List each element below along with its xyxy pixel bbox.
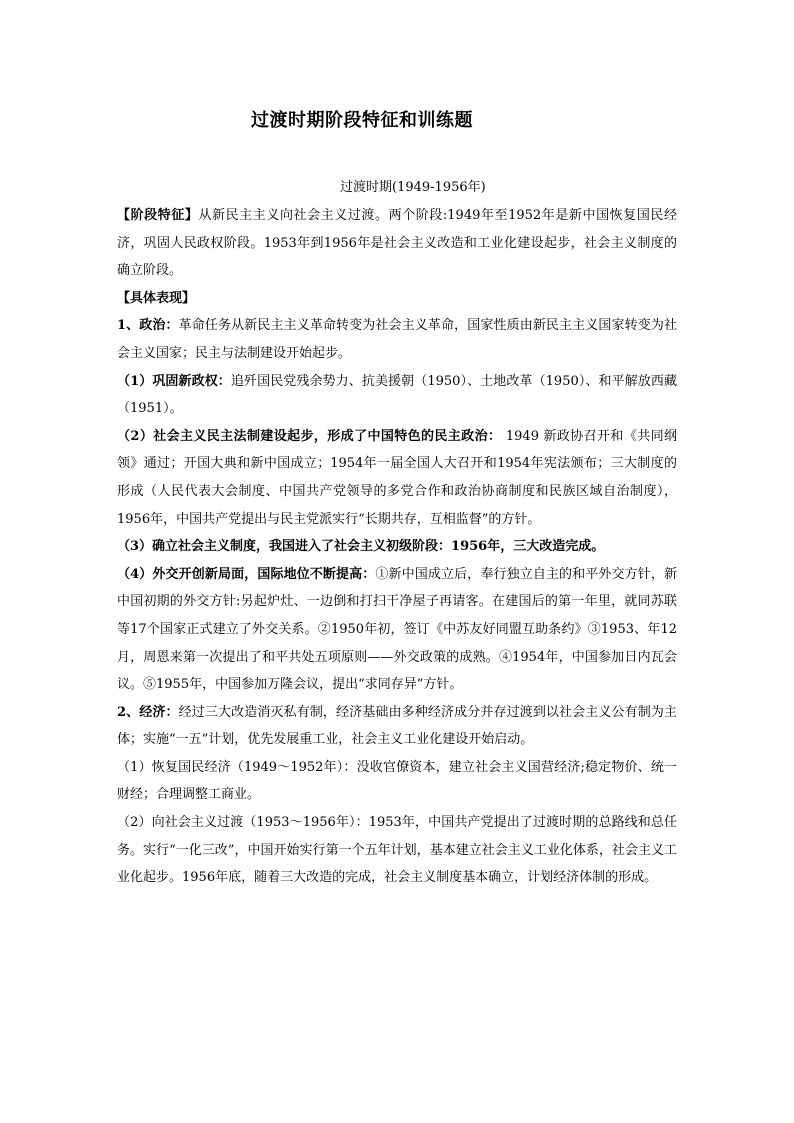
point1-text: 追歼国民党残余势力、抗美援朝（1950）、土地改革（1950）、和平解放西藏（1951）。 bbox=[117, 373, 678, 417]
economy-heading: 2、经济： bbox=[117, 704, 179, 720]
point2-paragraph bbox=[117, 423, 677, 533]
politics-paragraph bbox=[117, 312, 677, 367]
point4-heading: （4）外交开创新局面，国际地位不断提高： bbox=[117, 566, 376, 582]
point2-text: 1949 新政协召开和《共同纲领》通过；开国大典和新中国成立；1954年一届全国人大召开和1954年宪法颁布；三大制度的形成（人民代表大会制度、中国共产党领导的多党合作和政治协商制度和民族区域自治制度），1956年，中国共产党提出与民主党派实行“长期共存，互相监督”的方针。 bbox=[117, 428, 677, 527]
economy-paragraph bbox=[117, 699, 677, 754]
stage-feature-heading: 【阶段特征】 bbox=[117, 208, 199, 223]
econ2-paragraph: （2）向社会主义过渡（1953～1956年）：1953年，中国共产党提出了过渡时期的总路线和总任务。实行“一化三改”，中国开始实行第一个五年计划，基本建立社会主义工业化体系，社会主义工业化起步。1956年底，随着三大改造的完成，社会主义制度基本确立，计划经济体制的形成。 bbox=[117, 815, 677, 886]
point2-heading: （2）社会主义民主法制建设起步，形成了中国特色的民主政治： bbox=[117, 428, 502, 444]
document-body bbox=[117, 202, 677, 892]
document-title: 过渡时期阶段特征和训练题 bbox=[251, 110, 473, 131]
economy-text: 经过三大改造消灭私有制，经济基础由多种经济成分并存过渡到以社会主义公有制为主体；实施“一五”计划，优先发展重工业，社会主义工业化建设开始启动。 bbox=[117, 704, 677, 748]
point3-paragraph: （3）确立社会主义制度，我国进入了社会主义初级阶段：1956年，三大改造完成。 bbox=[117, 539, 605, 555]
stage-feature-text: 从新民主主义向社会主义过渡。两个阶段:1949年至1952年是新中国恢复国民经济，巩固人民政权阶段。1953年到1956年是社会主义改造和工业化建设起步，社会主义制度的确立阶段。 bbox=[117, 208, 677, 279]
manifestations-heading: 【具体表现】 bbox=[117, 290, 196, 306]
document-subtitle: 过渡时期(1949-1956年) bbox=[340, 180, 486, 195]
politics-heading: 1、政治： bbox=[117, 318, 179, 334]
politics-text: 革命任务从新民主主义革命转变为社会主义革命，国家性质由新民主主义国家转变为社会主义国家；民主与法制建设开始起步。 bbox=[117, 318, 677, 361]
stage-feature-paragraph bbox=[117, 202, 677, 285]
point1-paragraph bbox=[117, 368, 677, 423]
econ1-paragraph: （1）恢复国民经济（1949～1952年）：没收官僚资本，建立社会主义国营经济;稳定物价、统一财经；合理调整工商业。 bbox=[117, 759, 677, 803]
point4-text: ①新中国成立后，奉行独立自主的和平外交方针，新中国初期的外交方针:另起炉灶、一边倒和打扫干净屋子再请客。在建国后的第一年里，就同苏联等17个国家正式建立了外交关系。②1950年初，签订《中苏友好同盟互助条约》③1953、年12月，周恩来第一次提出了和平共处五项原则——外交政策的成熟。④1954年，中国参加日内瓦会议。⑤1955年，中国参加万隆会议，提出“求同存异”方针。 bbox=[117, 566, 677, 693]
point1-heading: （1）巩固新政权： bbox=[117, 373, 231, 389]
point4-paragraph bbox=[117, 561, 677, 699]
